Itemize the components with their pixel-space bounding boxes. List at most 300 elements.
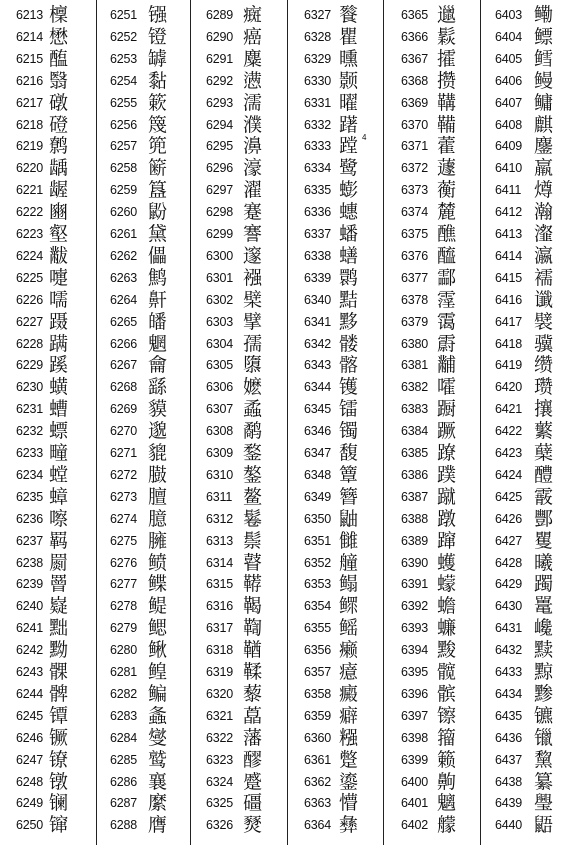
entry-number: 6235	[16, 489, 44, 504]
table-row	[481, 486, 568, 508]
footnote-marker: 4	[362, 133, 367, 143]
entry-character: 黛	[148, 223, 168, 245]
table-row	[0, 464, 97, 486]
entry-character: 攉	[437, 47, 457, 70]
entry-character: 颢	[339, 69, 359, 92]
table-row	[384, 157, 481, 179]
entry-character: 藿	[437, 135, 457, 158]
entry-number: 6244	[16, 686, 44, 701]
entry-number: 6220	[16, 161, 44, 176]
table-row	[97, 289, 194, 311]
entry-number: 6252	[110, 29, 138, 44]
table-row	[384, 179, 481, 201]
entry-character: 彝	[339, 814, 359, 837]
table-row	[481, 26, 568, 48]
table-row	[97, 771, 194, 793]
entry-character: 檗	[243, 288, 263, 311]
entry-character: 鼢	[148, 201, 168, 224]
table-row	[384, 792, 481, 814]
entry-number: 6334	[304, 161, 332, 176]
entry-character: 餮	[339, 4, 359, 26]
entry-character: 黢	[437, 639, 457, 662]
table-row	[97, 26, 194, 48]
entry-character: 髌	[437, 682, 457, 705]
entry-number: 6353	[304, 577, 332, 592]
entry-number: 6378	[401, 292, 429, 307]
entry-character: 檁	[49, 4, 69, 26]
entry-number: 6281	[110, 665, 138, 679]
entry-character: 濞	[243, 135, 263, 158]
entry-number: 6291	[206, 51, 234, 66]
table-row	[384, 376, 481, 398]
table-row	[481, 552, 568, 574]
entry-character: 黼	[437, 354, 457, 377]
entry-character: 濠	[243, 157, 263, 180]
table-row	[97, 92, 194, 114]
table-row	[288, 508, 385, 530]
entry-character: 鳀	[148, 595, 168, 618]
entry-number: 6363	[304, 796, 332, 811]
entry-character: 黝	[49, 639, 69, 662]
table-row	[288, 814, 385, 836]
table-row	[481, 727, 568, 749]
table-row	[97, 814, 194, 836]
entry-character: 魍	[148, 332, 168, 355]
table-row	[384, 705, 481, 727]
entry-character: 瀣	[534, 223, 554, 245]
table-row	[97, 157, 194, 179]
table-row	[288, 267, 385, 289]
entry-character: 鳊	[148, 682, 168, 705]
entry-number: 6373	[401, 183, 429, 198]
entry-number: 6434	[495, 686, 523, 701]
entry-number: 6335	[304, 183, 332, 198]
entry-number: 6332	[304, 117, 332, 132]
table-row	[288, 639, 385, 661]
entry-character: 瓒	[534, 376, 554, 399]
table-row	[481, 114, 568, 136]
entry-character: 貔	[148, 442, 168, 464]
entry-number: 6417	[495, 314, 523, 329]
entry-character: 膻	[148, 485, 168, 508]
table-row	[481, 508, 568, 530]
entry-number: 6400	[401, 774, 429, 789]
table-row	[481, 48, 568, 70]
entry-character: 鹪	[148, 266, 168, 289]
entry-character: 瀛	[534, 244, 554, 267]
table-row	[384, 771, 481, 793]
entry-character: 蹙	[243, 770, 263, 793]
table-row	[191, 464, 288, 486]
table-row	[0, 705, 97, 727]
entry-character: 襦	[534, 266, 554, 289]
entry-character: 鳗	[534, 69, 554, 92]
entry-character: 糨	[339, 726, 359, 749]
entry-number: 6396	[401, 686, 429, 701]
entry-character: 縻	[148, 792, 168, 815]
entry-character: 黠	[339, 288, 359, 311]
entry-character: 鳓	[534, 4, 554, 26]
entry-character: 麒	[534, 113, 554, 136]
entry-number: 6237	[16, 533, 44, 548]
entry-character: 擘	[243, 310, 263, 333]
table-row	[191, 727, 288, 749]
entry-number: 6283	[110, 708, 138, 723]
entry-character: 雠	[339, 529, 359, 552]
table-row	[0, 639, 97, 661]
entry-number: 6349	[304, 489, 332, 504]
entry-number: 6297	[206, 183, 234, 198]
entry-number: 6376	[401, 248, 429, 263]
entry-character: 躅	[534, 573, 554, 596]
entry-character: 簋	[148, 179, 168, 202]
entry-character: 鹬	[243, 420, 263, 443]
entry-number: 6287	[110, 796, 138, 811]
table-row	[288, 376, 385, 398]
entry-character: 鏖	[534, 135, 554, 158]
table-row	[97, 639, 194, 661]
table-row	[191, 135, 288, 157]
entry-character: 燮	[148, 726, 168, 749]
entry-character: 鎏	[339, 770, 359, 793]
entry-number: 6411	[495, 183, 522, 198]
entry-number: 6337	[304, 227, 332, 241]
table-row	[97, 486, 194, 508]
entry-character: 髀	[49, 682, 69, 705]
entry-number: 6243	[16, 665, 44, 679]
entry-number: 6425	[495, 489, 523, 504]
entry-number: 6300	[206, 248, 234, 263]
entry-character: 黩	[534, 639, 554, 662]
entry-number: 6377	[401, 270, 429, 285]
table-row	[481, 814, 568, 836]
entry-number: 6221	[16, 183, 44, 198]
entry-character: 醮	[437, 223, 457, 245]
table-row	[384, 617, 481, 639]
entry-number: 6404	[495, 29, 523, 44]
entry-number: 6420	[495, 380, 523, 395]
entry-number: 6312	[206, 511, 234, 526]
entry-character: 霰	[534, 485, 554, 508]
entry-character: 鼍	[534, 595, 554, 618]
entry-number: 6361	[304, 752, 332, 767]
entry-character: 蟪	[339, 201, 359, 224]
table-row	[384, 661, 481, 683]
entry-character: 簪	[339, 485, 359, 508]
entry-character: 羸	[534, 157, 554, 180]
entry-number: 6219	[16, 139, 44, 154]
entry-number: 6313	[206, 533, 234, 548]
entry-character: 豳	[49, 201, 69, 224]
table-row	[481, 661, 568, 683]
entry-character: 蹾	[437, 507, 457, 530]
table-column	[481, 0, 568, 845]
entry-character: 皤	[148, 310, 168, 333]
entry-number: 6233	[16, 446, 44, 460]
table-row	[384, 442, 481, 464]
table-row	[191, 26, 288, 48]
entry-character: 鞣	[243, 661, 263, 683]
entry-number: 6315	[206, 577, 234, 592]
table-row	[384, 683, 481, 705]
entry-number: 6345	[304, 402, 332, 417]
entry-number: 6238	[16, 555, 44, 570]
entry-number: 6424	[495, 467, 523, 482]
table-row	[384, 727, 481, 749]
entry-character: 濮	[243, 113, 263, 136]
table-row	[97, 333, 194, 355]
table-row	[191, 311, 288, 333]
table-row	[97, 420, 194, 442]
entry-number: 6414	[495, 248, 523, 263]
entry-number: 6402	[401, 818, 429, 833]
entry-number: 6277	[110, 577, 138, 592]
table-row	[288, 464, 385, 486]
table-row	[191, 223, 288, 245]
table-row	[481, 354, 568, 376]
table-row	[97, 749, 194, 771]
entry-character: 鞧	[243, 639, 263, 662]
table-row	[191, 705, 288, 727]
entry-character: 黧	[534, 748, 554, 771]
entry-number: 6399	[401, 752, 429, 767]
entry-character: 鲽	[148, 573, 168, 596]
entry-number: 6321	[206, 708, 234, 723]
entry-character: 蘖	[534, 442, 554, 464]
entry-number: 6409	[495, 139, 523, 154]
entry-number: 6358	[304, 686, 332, 701]
entry-number: 6429	[495, 577, 523, 592]
table-row	[191, 114, 288, 136]
entry-number: 6239	[16, 577, 44, 592]
entry-character: 攒	[437, 69, 457, 92]
entry-number: 6431	[495, 621, 523, 636]
entry-number: 6225	[16, 270, 44, 285]
entry-character: 曦	[534, 551, 554, 574]
entry-number: 6433	[495, 665, 523, 679]
entry-number: 6293	[206, 95, 234, 110]
entry-number: 6270	[110, 424, 138, 439]
table-row	[97, 595, 194, 617]
table-row	[481, 442, 568, 464]
table-row	[384, 354, 481, 376]
entry-number: 6301	[206, 270, 234, 285]
entry-character: 镭	[339, 398, 359, 421]
entry-number: 6322	[206, 730, 234, 745]
entry-number: 6267	[110, 358, 138, 373]
entry-number: 6366	[401, 29, 429, 44]
entry-number: 6241	[16, 621, 44, 636]
entry-character: 濯	[243, 179, 263, 202]
table-row	[384, 573, 481, 595]
entry-character: 瞿	[339, 25, 359, 48]
table-row	[288, 289, 385, 311]
entry-number: 6217	[16, 95, 44, 110]
entry-character: 螽	[148, 704, 168, 727]
table-row	[481, 573, 568, 595]
entry-number: 6263	[110, 270, 138, 285]
table-row	[97, 508, 194, 530]
entry-character: 艨	[437, 814, 457, 837]
entry-character: 蹚	[339, 135, 359, 158]
entry-number: 6381	[401, 358, 429, 373]
entry-number: 6346	[304, 424, 332, 439]
entry-character: 蹰	[437, 398, 457, 421]
table-row	[97, 70, 194, 92]
table-row	[481, 4, 568, 26]
entry-number: 6369	[401, 95, 429, 110]
table-row	[97, 245, 194, 267]
table-row	[481, 70, 568, 92]
entry-number: 6306	[206, 380, 234, 395]
entry-number: 6401	[401, 796, 429, 811]
entry-character: 蟑	[49, 485, 69, 508]
table-row	[97, 376, 194, 398]
entry-character: 镧	[49, 792, 69, 815]
entry-number: 6412	[495, 205, 523, 220]
entry-number: 6240	[16, 599, 44, 614]
entry-character: 髅	[339, 332, 359, 355]
entry-character: 霪	[437, 288, 457, 311]
entry-number: 6292	[206, 73, 234, 88]
entry-character: 嚏	[49, 266, 69, 289]
table-row	[191, 749, 288, 771]
entry-number: 6413	[495, 227, 523, 241]
table-row	[97, 4, 194, 26]
entry-character: 巉	[534, 617, 554, 640]
entry-character: 曜	[339, 91, 359, 114]
entry-character: 篾	[148, 113, 168, 136]
entry-character: 翳	[49, 69, 69, 92]
table-row	[384, 420, 481, 442]
entry-number: 6230	[16, 380, 44, 395]
entry-number: 6382	[401, 380, 429, 395]
entry-character: 魑	[437, 792, 457, 815]
entry-number: 6232	[16, 424, 44, 439]
entry-number: 6274	[110, 511, 138, 526]
entry-number: 6422	[495, 424, 523, 439]
table-row	[481, 683, 568, 705]
entry-number: 6351	[304, 533, 332, 548]
table-row	[481, 749, 568, 771]
entry-character: 镯	[339, 420, 359, 443]
entry-character: 礅	[49, 91, 69, 114]
table-row	[384, 508, 481, 530]
entry-number: 6372	[401, 161, 429, 176]
entry-character: 蹒	[49, 332, 69, 355]
table-row	[0, 442, 97, 464]
entry-number: 6290	[206, 29, 234, 44]
entry-character: 鞨	[243, 595, 263, 618]
entry-number: 6279	[110, 621, 138, 636]
table-row	[288, 617, 385, 639]
entry-number: 6367	[401, 51, 429, 66]
entry-character: 嚅	[49, 288, 69, 311]
entry-character: 臌	[148, 463, 168, 486]
entry-number: 6390	[401, 555, 429, 570]
table-row	[0, 792, 97, 814]
entry-number: 6224	[16, 248, 44, 263]
entry-character: 嚓	[49, 507, 69, 530]
entry-character: 燹	[243, 814, 263, 837]
entry-character: 鳕	[534, 47, 554, 70]
entry-number: 6432	[495, 643, 523, 658]
entry-character: 缵	[534, 354, 554, 377]
table-row	[0, 245, 97, 267]
entry-character: 濡	[243, 91, 263, 114]
entry-character: 镩	[49, 814, 69, 837]
entry-character: 馥	[339, 442, 359, 464]
table-row	[288, 771, 385, 793]
table-row	[191, 530, 288, 552]
entry-character: 螵	[49, 420, 69, 443]
table-row	[0, 530, 97, 552]
entry-character: 镦	[49, 770, 69, 793]
entry-number: 6254	[110, 73, 138, 88]
table-row	[191, 792, 288, 814]
entry-character: 谶	[534, 288, 554, 311]
entry-number: 6352	[304, 555, 332, 570]
entry-number: 6330	[304, 73, 332, 88]
entry-number: 6347	[304, 446, 332, 460]
entry-number: 6374	[401, 205, 429, 220]
table-row	[0, 617, 97, 639]
entry-character: 疃	[49, 442, 69, 464]
table-row	[288, 705, 385, 727]
entry-number: 6348	[304, 467, 332, 482]
table-row	[0, 267, 97, 289]
entry-number: 6273	[110, 489, 138, 504]
entry-number: 6298	[206, 205, 234, 220]
entry-character: 籁	[437, 748, 457, 771]
entry-character: 镣	[49, 748, 69, 771]
entry-number: 6350	[304, 511, 332, 526]
table-row	[288, 792, 385, 814]
entry-number: 6323	[206, 752, 234, 767]
entry-number: 6356	[304, 643, 332, 658]
entry-character: 羁	[49, 529, 69, 552]
entry-number: 6259	[110, 183, 138, 198]
table-row	[288, 552, 385, 574]
entry-number: 6387	[401, 489, 429, 504]
entry-character: 醢	[49, 47, 69, 70]
entry-number: 6364	[304, 818, 332, 833]
entry-number: 6384	[401, 424, 429, 439]
entry-character: 簟	[339, 463, 359, 486]
entry-character: 蹊	[49, 354, 69, 377]
table-row	[384, 26, 481, 48]
entry-number: 6304	[206, 336, 234, 351]
table-row	[481, 223, 568, 245]
table-row	[288, 4, 385, 26]
entry-character: 嶷	[49, 595, 69, 618]
table-row	[384, 486, 481, 508]
table-row	[288, 223, 385, 245]
entry-number: 6311	[206, 489, 233, 504]
entry-number: 6250	[16, 818, 44, 833]
entry-character: 龠	[148, 354, 168, 377]
entry-number: 6260	[110, 205, 138, 220]
table-row	[384, 70, 481, 92]
table-row	[384, 4, 481, 26]
entry-character: 蟛	[339, 179, 359, 202]
entry-number: 6296	[206, 161, 234, 176]
table-row	[288, 595, 385, 617]
table-row	[481, 311, 568, 333]
entry-number: 6436	[495, 730, 523, 745]
entry-character: 霭	[437, 310, 457, 333]
table-row	[384, 135, 481, 157]
